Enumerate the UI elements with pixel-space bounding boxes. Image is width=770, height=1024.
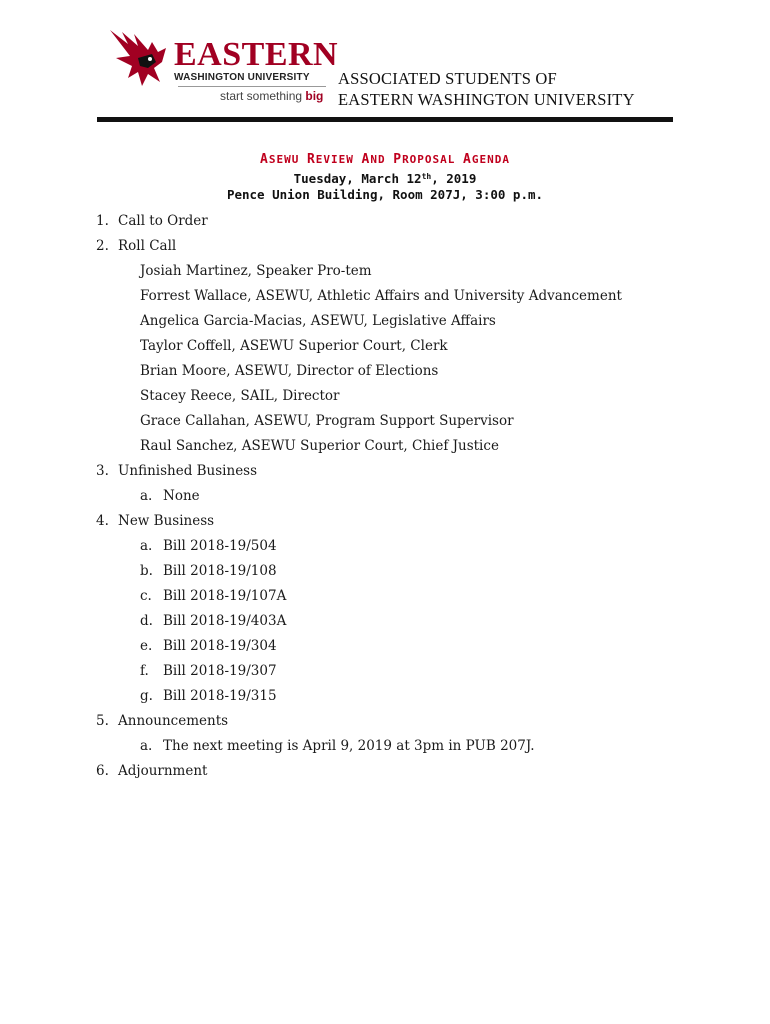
roll-call-name <box>96 384 696 409</box>
agenda-subitem <box>96 659 696 684</box>
university-logo <box>108 28 339 108</box>
date-suffix: th <box>421 172 432 181</box>
date-year: , 2019 <box>431 171 477 186</box>
agenda-subitem-number: a. <box>140 538 153 554</box>
header-divider <box>97 117 673 122</box>
agenda-item-text: Adjournment <box>118 763 208 779</box>
agenda-subitem-number: a. <box>140 488 153 504</box>
agenda-title: ASEWU REVIEW AND PROPOSAL AGENDA <box>260 152 510 167</box>
logo-wordmark: EASTERN <box>174 36 339 73</box>
agenda-subitem-text: Bill 2018-19/108 <box>163 563 277 579</box>
roll-call-name <box>96 259 696 284</box>
agenda-item-text: New Business <box>118 513 215 529</box>
org-name-line-1: ASSOCIATED STUDENTS OF <box>338 69 557 88</box>
meeting-location: Pence Union Building, Room 207J, 3:00 p.m. <box>226 187 544 202</box>
agenda-item-number: 4. <box>96 513 109 529</box>
agenda-item-text: Announcements <box>118 713 229 729</box>
agenda-subitem <box>96 684 696 709</box>
meeting-date <box>97 169 673 187</box>
agenda-item-number: 2. <box>96 238 109 254</box>
agenda-subitem-text: Bill 2018-19/315 <box>163 688 277 704</box>
agenda-item <box>96 459 696 484</box>
org-name-line-2: EASTERN WASHINGTON UNIVERSITY <box>338 90 635 109</box>
agenda-subitem-number: e. <box>140 638 153 654</box>
agenda-subitem-number: f. <box>140 663 149 679</box>
agenda-subitem <box>96 534 696 559</box>
organization-name <box>338 68 635 110</box>
agenda-list <box>96 209 696 784</box>
logo-subwordmark: WASHINGTON UNIVERSITY <box>174 72 310 83</box>
agenda-subitem-number: c. <box>140 588 152 604</box>
tagline-emphasis: big <box>305 89 324 103</box>
roll-call-name-text: Brian Moore, ASEWU, Director of Elections <box>140 363 439 379</box>
agenda-item-number: 6. <box>96 763 109 779</box>
logo-tagline <box>220 89 323 103</box>
roll-call-name-text: Josiah Martinez, Speaker Pro-tem <box>140 263 372 279</box>
agenda-item-text: Unfinished Business <box>118 463 258 479</box>
roll-call-name-text: Stacey Reece, SAIL, Director <box>140 388 340 404</box>
roll-call-name-text: Grace Callahan, ASEWU, Program Support Supervisor <box>140 413 514 429</box>
agenda-item <box>96 209 696 234</box>
roll-call-name <box>96 434 696 459</box>
agenda-item-text: Call to Order <box>118 213 208 229</box>
agenda-item <box>96 509 696 534</box>
agenda-subitem <box>96 609 696 634</box>
document-header <box>0 0 770 130</box>
agenda-subitem-number: d. <box>140 613 153 629</box>
roll-call-name-text: Angelica Garcia-Macias, ASEWU, Legislative Affairs <box>140 313 496 329</box>
logo-divider <box>178 86 326 87</box>
agenda-subitem-number: b. <box>140 563 153 579</box>
eagle-logo-icon <box>108 28 170 88</box>
roll-call-name <box>96 284 696 309</box>
roll-call-name <box>96 309 696 334</box>
agenda-subitem-text: The next meeting is April 9, 2019 at 3pm in PUB 207J. <box>163 738 535 754</box>
roll-call-name <box>96 409 696 434</box>
agenda-item <box>96 234 696 259</box>
agenda-subitem-number: a. <box>140 738 153 754</box>
tagline-prefix: start something <box>220 89 303 103</box>
agenda-subitem-text: Bill 2018-19/403A <box>163 613 287 629</box>
agenda-subitem-number: g. <box>140 688 153 704</box>
agenda-subitem <box>96 734 696 759</box>
agenda-item <box>96 759 696 784</box>
agenda-item-number: 1. <box>96 213 109 229</box>
agenda-subitem-text: Bill 2018-19/107A <box>163 588 287 604</box>
agenda-subitem-text: Bill 2018-19/304 <box>163 638 277 654</box>
agenda-title-block <box>97 151 673 203</box>
agenda-subitem-text: Bill 2018-19/504 <box>163 538 277 554</box>
agenda-subitem <box>96 559 696 584</box>
agenda-subitem <box>96 484 696 509</box>
roll-call-name <box>96 334 696 359</box>
agenda-subitem <box>96 634 696 659</box>
agenda-subitem-text: None <box>163 488 200 504</box>
agenda-subitem-text: Bill 2018-19/307 <box>163 663 277 679</box>
agenda-item-number: 3. <box>96 463 109 479</box>
date-prefix: Tuesday, March 12 <box>293 171 422 186</box>
roll-call-name <box>96 359 696 384</box>
agenda-item <box>96 709 696 734</box>
roll-call-name-text: Taylor Coffell, ASEWU Superior Court, Clerk <box>140 338 448 354</box>
agenda-subitem <box>96 584 696 609</box>
roll-call-name-text: Raul Sanchez, ASEWU Superior Court, Chief Justice <box>140 438 499 454</box>
agenda-item-number: 5. <box>96 713 109 729</box>
agenda-item-text: Roll Call <box>118 238 177 254</box>
roll-call-name-text: Forrest Wallace, ASEWU, Athletic Affairs and University Advancement <box>140 288 622 304</box>
